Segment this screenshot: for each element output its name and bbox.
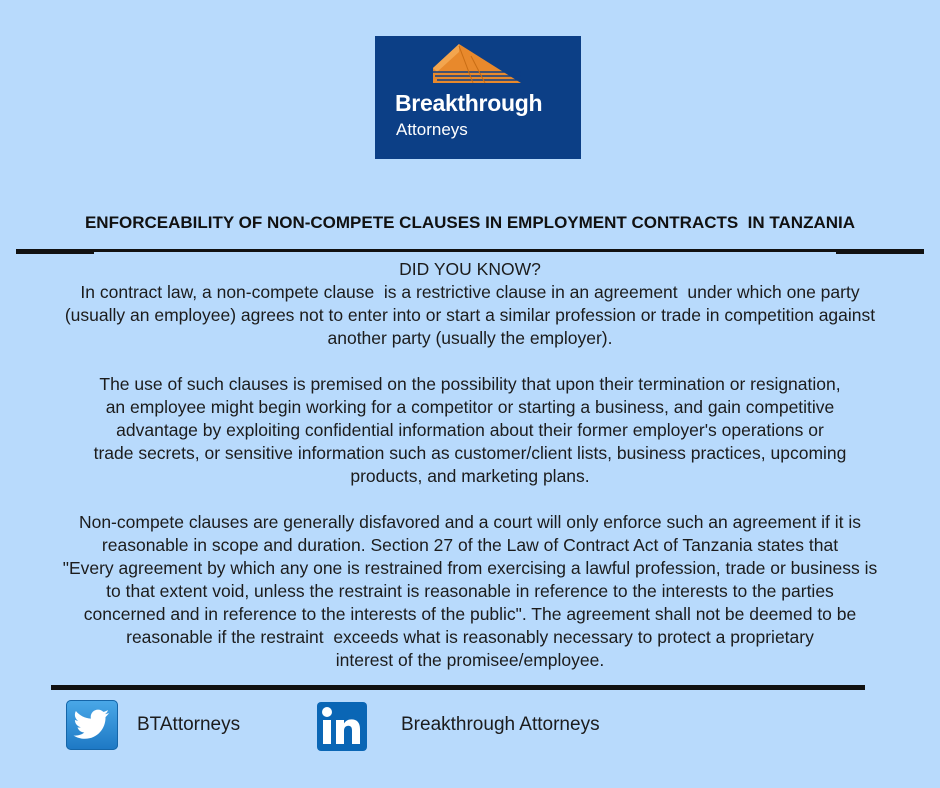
article-body xyxy=(0,258,940,672)
body-line: (usually an employee) agrees not to enter into or start a similar profession or trade in competition against xyxy=(64,305,876,325)
body-line: "Every agreement by which any one is restrained from exercising a lawful profession, trade or business is xyxy=(62,558,878,578)
body-line: products, and marketing plans. xyxy=(350,466,590,486)
title-divider-right-tab xyxy=(836,252,924,254)
body-line: advantage by exploiting confidential information about their former employer's operations or xyxy=(116,420,824,440)
footer-divider xyxy=(51,685,865,690)
body-line: reasonable if the restraint exceeds what is reasonably necessary to protect a proprietary xyxy=(126,627,814,647)
body-line: interest of the promisee/employee. xyxy=(335,650,605,670)
body-line: concerned and in reference to the interests of the public". The agreement shall not be deemed to be xyxy=(83,604,857,624)
paragraph-gap xyxy=(0,488,940,511)
body-line: another party (usually the employer). xyxy=(327,328,613,348)
body-heading: DID YOU KNOW? xyxy=(399,259,541,279)
twitter-handle[interactable]: BTAttorneys xyxy=(137,714,241,735)
body-line: The use of such clauses is premised on the possibility that upon their termination or resignation, xyxy=(99,374,841,394)
body-line: an employee might begin working for a competitor or starting a business, and gain competitive xyxy=(105,397,835,417)
linkedin-name[interactable]: Breakthrough Attorneys xyxy=(401,714,600,735)
logo-subtitle: Attorneys xyxy=(396,120,468,139)
body-line: reasonable in scope and duration. Section 27 of the Law of Contract Act of Tanzania states that xyxy=(101,535,839,555)
title-divider xyxy=(16,249,924,252)
page-title: ENFORCEABILITY OF NON-COMPETE CLAUSES IN EMPLOYMENT CONTRACTS IN TANZANIA xyxy=(84,213,856,232)
body-line: Non-compete clauses are generally disfavored and a court will only enforce such an agreement if it is xyxy=(78,512,862,532)
linkedin-icon xyxy=(317,702,367,751)
logo xyxy=(375,36,581,159)
paragraph-gap xyxy=(0,350,940,373)
body-line: to that extent void, unless the restraint is reasonable in reference to the interests to the parties xyxy=(106,581,834,601)
twitter-bird-icon xyxy=(73,708,111,742)
twitter-button[interactable] xyxy=(66,700,118,750)
title-divider-left-tab xyxy=(16,252,94,254)
logo-name: Breakthrough xyxy=(395,90,543,116)
linkedin-button[interactable] xyxy=(317,702,367,751)
body-line: In contract law, a non-compete clause is a restrictive clause in an agreement under which one party xyxy=(80,282,860,302)
body-line: trade secrets, or sensitive information such as customer/client lists, business practices, upcoming xyxy=(93,443,847,463)
